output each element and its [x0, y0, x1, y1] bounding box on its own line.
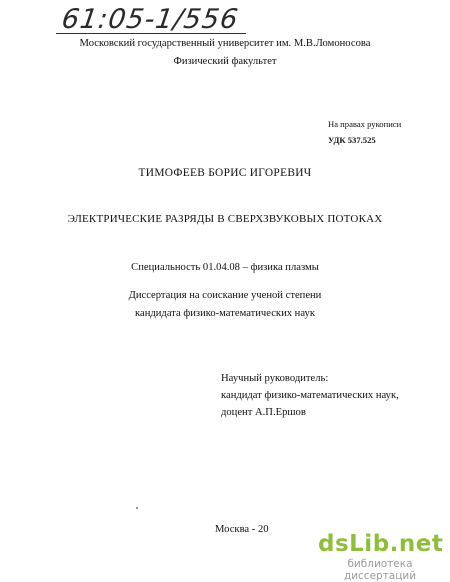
author-name: ТИМОФЕЕВ БОРИС ИГОРЕВИЧ	[138, 167, 312, 179]
dissertation-title: ЭЛЕКТРИЧЕСКИЕ РАЗРЯДЫ В СВЕРХЗВУКОВЫХ ПОТОКАХ	[67, 213, 383, 225]
dslib-subtitle: библиотека диссертаций	[343, 558, 417, 582]
degree-line-1: Диссертация на соискание ученой степени	[128, 290, 322, 301]
supervisor-degree: кандидат физико-математических наук,	[221, 390, 399, 401]
scan-speck	[136, 507, 138, 509]
dslib-logo: dsLib.net	[318, 531, 444, 557]
handwritten-catalog-code: 61:05-1/556	[59, 4, 241, 35]
degree-line-2: кандидата физико-математических наук	[135, 308, 315, 319]
manuscript-rights-note: На правах рукописи	[328, 119, 402, 129]
faculty-name: Физический факультет	[173, 56, 277, 67]
handwritten-underline	[56, 33, 246, 34]
dslib-watermark[interactable]	[318, 531, 442, 582]
supervisor-label: Научный руководитель:	[221, 373, 329, 384]
supervisor-name: доцент А.П.Ершов	[221, 407, 306, 418]
udk-code: УДК 537.525	[328, 135, 376, 145]
university-name: Московский государственный университет им. М.В.Ломоносова	[79, 38, 371, 49]
specialty-line: Специальность 01.04.08 – физика плазмы	[131, 262, 319, 273]
city-year: Москва - 20	[215, 524, 269, 535]
